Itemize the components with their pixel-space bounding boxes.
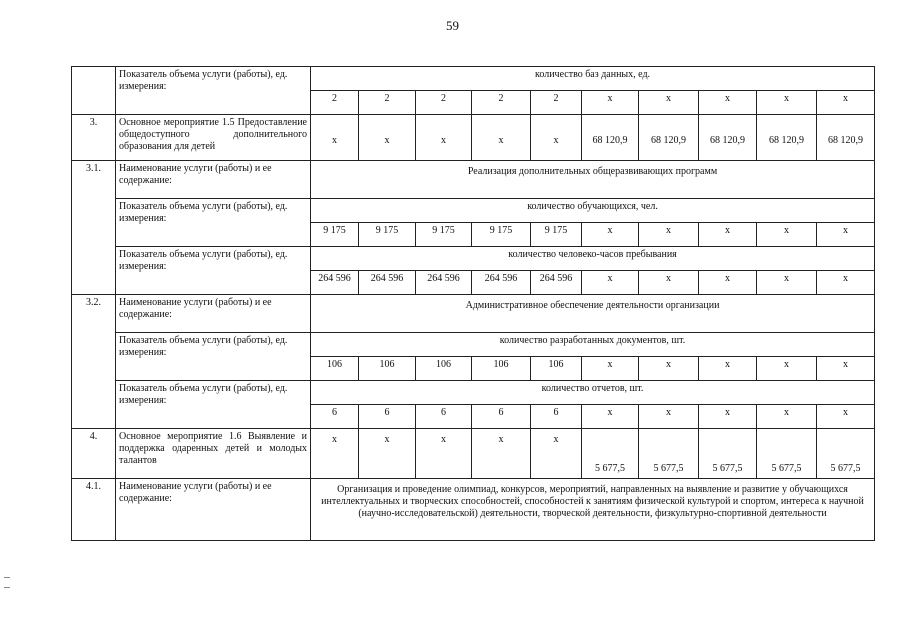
row-number: 4.1.: [72, 479, 116, 541]
value-cell: 68 120,9: [757, 115, 817, 161]
value-cell: х: [311, 115, 359, 161]
value-cell: х: [359, 115, 416, 161]
value-cell: 5 677,5: [817, 429, 875, 479]
value-cell: 5 677,5: [699, 429, 757, 479]
indicator-value: количество обучающихся, чел.: [311, 199, 875, 223]
value-cell: х: [757, 223, 817, 247]
value-cell: х: [817, 357, 875, 381]
value-cell: 9 175: [531, 223, 582, 247]
value-cell: 2: [359, 91, 416, 115]
value-cell: х: [472, 429, 531, 479]
service-name-value: Реализация дополнительных общеразвивающих программ: [311, 161, 875, 199]
measure-label: Основное мероприятие 1.5 Предоставление общедоступного дополнительного образования для детей: [116, 115, 311, 161]
value-cell: х: [757, 405, 817, 429]
page-number: 59: [446, 18, 459, 33]
value-cell: х: [817, 91, 875, 115]
value-cell: х: [639, 223, 699, 247]
indicator-value: количество баз данных, ед.: [311, 67, 875, 91]
indicator-label: Показатель объема услуги (работы), ед. измерения:: [116, 381, 311, 429]
value-cell: 68 120,9: [639, 115, 699, 161]
value-cell: х: [531, 429, 582, 479]
value-cell: х: [699, 223, 757, 247]
value-cell: 5 677,5: [757, 429, 817, 479]
measure-label: Основное мероприятие 1.6 Выявление и поддержка одаренных детей и молодых талантов: [116, 429, 311, 479]
value-cell: х: [757, 357, 817, 381]
value-cell: х: [699, 405, 757, 429]
indicator-label: Показатель объема услуги (работы), ед. измерения:: [116, 199, 311, 247]
table-row: [72, 199, 875, 223]
value-cell: х: [531, 115, 582, 161]
row-number-cell: [72, 67, 116, 115]
table-row: [72, 479, 875, 541]
value-cell: 9 175: [311, 223, 359, 247]
value-cell: 2: [472, 91, 531, 115]
value-cell: х: [699, 91, 757, 115]
value-cell: 9 175: [472, 223, 531, 247]
value-cell: 106: [416, 357, 472, 381]
indicator-value: количество разработанных документов, шт.: [311, 333, 875, 357]
value-cell: 68 120,9: [699, 115, 757, 161]
value-cell: х: [311, 429, 359, 479]
indicator-label: Показатель объема услуги (работы), ед. измерения:: [116, 247, 311, 295]
indicator-value: количество отчетов, шт.: [311, 381, 875, 405]
value-cell: х: [639, 271, 699, 295]
table-row: [72, 247, 875, 271]
value-cell: 106: [531, 357, 582, 381]
service-name-label: Наименование услуги (работы) и ее содержание:: [116, 161, 311, 199]
row-number: 3.: [72, 115, 116, 161]
value-cell: х: [582, 271, 639, 295]
value-cell: х: [757, 271, 817, 295]
value-cell: х: [639, 357, 699, 381]
value-cell: 9 175: [359, 223, 416, 247]
value-cell: 6: [359, 405, 416, 429]
value-cell: х: [582, 91, 639, 115]
service-name-value: Административное обеспечение деятельности организации: [311, 295, 875, 333]
row-number: 3.2.: [72, 295, 116, 429]
indicator-value: количество человеко-часов пребывания: [311, 247, 875, 271]
value-cell: 106: [311, 357, 359, 381]
value-cell: 264 596: [416, 271, 472, 295]
value-cell: 6: [472, 405, 531, 429]
row-number: 3.1.: [72, 161, 116, 295]
value-cell: 5 677,5: [639, 429, 699, 479]
value-cell: х: [699, 271, 757, 295]
value-cell: 6: [311, 405, 359, 429]
indicator-label: Показатель объема услуги (работы), ед. измерения:: [116, 333, 311, 381]
value-cell: х: [416, 115, 472, 161]
value-cell: х: [582, 405, 639, 429]
table-row: [72, 161, 875, 199]
scan-edge-mark: [4, 587, 10, 588]
table-row: [72, 429, 875, 479]
value-cell: х: [699, 357, 757, 381]
value-cell: 2: [311, 91, 359, 115]
row-number: 4.: [72, 429, 116, 479]
value-cell: х: [817, 271, 875, 295]
scan-edge-mark: [4, 577, 10, 578]
value-cell: 68 120,9: [817, 115, 875, 161]
indicator-label: Показатель объема услуги (работы), ед. измерения:: [116, 67, 311, 115]
value-cell: х: [639, 91, 699, 115]
table-row: [72, 115, 875, 161]
value-cell: 264 596: [311, 271, 359, 295]
value-cell: 6: [416, 405, 472, 429]
value-cell: х: [582, 357, 639, 381]
value-cell: х: [472, 115, 531, 161]
value-cell: 264 596: [472, 271, 531, 295]
value-cell: х: [757, 91, 817, 115]
value-cell: 264 596: [531, 271, 582, 295]
value-cell: х: [639, 405, 699, 429]
value-cell: х: [582, 223, 639, 247]
value-cell: х: [817, 223, 875, 247]
value-cell: 5 677,5: [582, 429, 639, 479]
value-cell: 264 596: [359, 271, 416, 295]
service-name-value: Организация и проведение олимпиад, конкурсов, мероприятий, направленных на выявление и развитие у обучающихся интеллектуальных и творческих способностей, способностей к занятиям физической культурой и спортом, интереса к научной (научно-исследовательской) деятельности, творческой деятельности, физкультурно-спортивной деятельности: [311, 479, 875, 541]
value-cell: 106: [359, 357, 416, 381]
service-name-label: Наименование услуги (работы) и ее содержание:: [116, 479, 311, 541]
value-cell: 2: [416, 91, 472, 115]
table-row: [72, 333, 875, 357]
table-row: [72, 67, 875, 91]
value-cell: 106: [472, 357, 531, 381]
table-row: [72, 381, 875, 405]
value-cell: х: [416, 429, 472, 479]
value-cell: 2: [531, 91, 582, 115]
value-cell: х: [817, 405, 875, 429]
table-row: [72, 295, 875, 333]
value-cell: 6: [531, 405, 582, 429]
service-name-label: Наименование услуги (работы) и ее содержание:: [116, 295, 311, 333]
budget-table: [71, 66, 875, 541]
value-cell: х: [359, 429, 416, 479]
value-cell: 9 175: [416, 223, 472, 247]
value-cell: 68 120,9: [582, 115, 639, 161]
